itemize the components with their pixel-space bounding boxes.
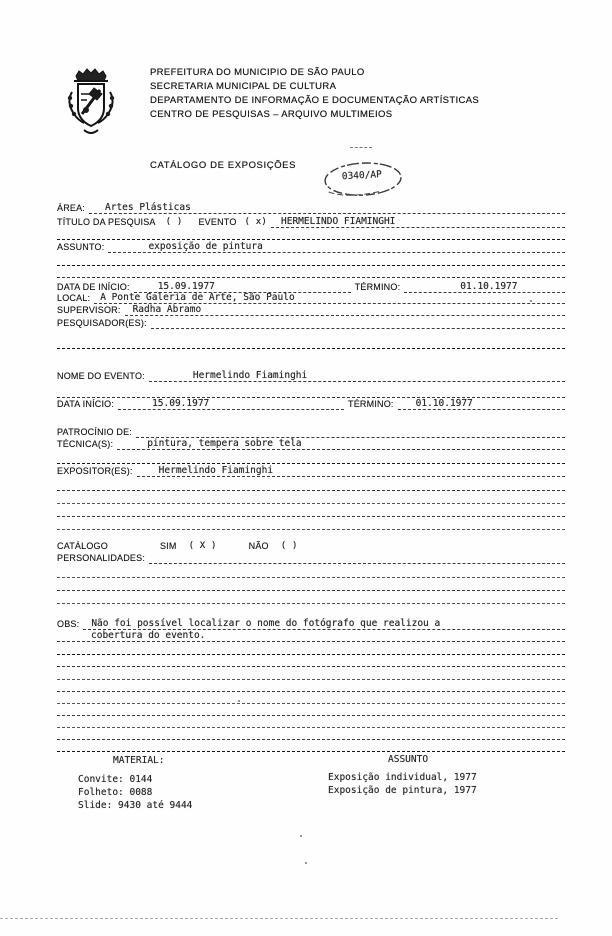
obs-label: OBS: <box>57 619 80 629</box>
nao-checkbox: ( ) <box>280 541 298 551</box>
field-data-inicio-evento <box>57 398 565 410</box>
dashed-rule <box>57 565 565 578</box>
field-pesquisador <box>57 317 565 329</box>
field-area <box>57 202 565 214</box>
titulo-pesquisa-label: TÍTULO DA PESQUISA <box>57 217 156 227</box>
blank-line <box>57 492 565 504</box>
blank-line <box>57 337 565 349</box>
blank-line <box>57 740 565 752</box>
dashed-rule <box>57 654 565 667</box>
dashed-rule <box>57 478 565 491</box>
termino-value: 01.10.1977 <box>460 281 518 292</box>
dashed-rule <box>57 265 565 278</box>
dashed-rule <box>57 578 565 591</box>
dashed-rule <box>57 451 565 464</box>
expositor-label: EXPOSITOR(ES): <box>57 466 133 476</box>
supervisor-label: SUPERVISOR: <box>57 305 121 315</box>
tecnica-value: pintura, tempera sobre tela <box>147 438 302 449</box>
data-inicio-value: 15.09.1977 <box>157 281 215 292</box>
field-tecnica <box>57 438 565 450</box>
scan-speck <box>305 862 307 864</box>
evento-checkbox: ( x) <box>244 217 268 227</box>
blank-line <box>57 505 565 517</box>
blank-line <box>57 566 565 578</box>
blank-line <box>57 228 565 240</box>
field-assunto <box>57 241 565 253</box>
area-value: Artes Plásticas <box>105 202 191 213</box>
local-label: LOCAL: <box>57 293 91 303</box>
data-inicio2-label: DATA INÍCIO: <box>57 399 115 409</box>
supervisor-value: Radha Abramo <box>132 304 202 315</box>
nome-evento-line <box>149 369 565 382</box>
blank-line <box>57 452 565 464</box>
blank-line <box>57 592 565 604</box>
assunto-line <box>108 240 565 253</box>
assunto-label: ASSUNTO: <box>57 242 105 252</box>
assunto-index-heading: ASSUNTO <box>388 754 429 765</box>
dashed-rule <box>57 491 565 504</box>
area-label: ÁREA: <box>57 203 86 213</box>
patrocinio-label: PATROCÍNIO DE: <box>57 427 132 437</box>
org-line: CENTRO DE PESQUISAS – ARQUIVO MULTIMEIOS <box>150 109 393 120</box>
evento-label: EVENTO <box>198 217 237 227</box>
personalidades-line <box>149 551 565 564</box>
data-inicio-label: DATA DE INÍCIO: <box>57 282 130 292</box>
personalidades-label: PERSONALIDADES: <box>57 553 146 563</box>
scan-speck <box>300 835 302 837</box>
blank-line <box>57 655 565 667</box>
nao-label: NÃO <box>248 541 269 551</box>
sim-label: SIM <box>159 541 177 551</box>
org-line: DEPARTAMENTO DE INFORMAÇÃO E DOCUMENTAÇÃO ARTÍSTICAS <box>150 95 480 106</box>
field-personalidades <box>57 552 565 564</box>
org-line: PREFEITURA DO MUNICIPIO DE SÃO PAULO <box>150 67 365 78</box>
pesquisador-line <box>151 316 565 329</box>
data-inicio2-value: 15.09.1977 <box>152 398 210 409</box>
assunto-value: exposição de pintura <box>148 241 263 252</box>
expositor-value: Hermelindo Fiaminghi <box>158 465 274 476</box>
dashed-rule <box>57 227 565 240</box>
catalogo-label: CATÁLOGO <box>57 541 108 551</box>
stamp-code: 0340/AP <box>341 169 383 183</box>
dashed-rule <box>57 517 565 530</box>
termino2-label: TÉRMINO: <box>348 399 394 409</box>
assunto-index-item: Exposição individual, 1977 <box>328 772 477 783</box>
local-value: A Ponte Galeria de Arte, São Paulo <box>100 292 295 303</box>
scan-speck <box>530 300 532 302</box>
field-nome-evento <box>57 370 565 382</box>
titulo-checkbox: ( ) <box>165 217 183 227</box>
material-item: Folheto: 0088 <box>78 787 153 798</box>
titulo-value: HERMELINDO FIAMINGHI <box>281 216 396 227</box>
document-title: CATÁLOGO DE EXPOSIÇÕES <box>150 160 297 171</box>
blank-line <box>57 479 565 491</box>
field-obs-continued <box>57 630 565 642</box>
tecnica-line <box>117 437 565 450</box>
blank-line <box>57 518 565 530</box>
expositor-line <box>137 464 565 477</box>
dashed-rule <box>57 739 565 752</box>
nome-evento-value: Hermelindo Fiaminghi <box>192 370 308 381</box>
blank-line <box>57 266 565 278</box>
obs-line2 <box>57 629 565 642</box>
obs-value-line2: cobertura do evento. <box>91 630 206 641</box>
material-heading: MATERIAL: <box>113 755 165 766</box>
nome-evento-label: NOME DO EVENTO: <box>57 371 145 381</box>
termino2-line <box>398 397 565 410</box>
obs-value-line1: Não foi possível localizar o nome do fotógrafo que realizou a <box>91 618 441 629</box>
dashed-rule <box>57 336 565 349</box>
org-line: SECRETARIA MUNICIPAL DE CULTURA <box>150 81 337 92</box>
dashed-rule <box>57 591 565 604</box>
sim-checkbox: ( X ) <box>188 541 217 551</box>
area-line <box>89 201 565 214</box>
assunto-index-item: Exposição de pintura, 1977 <box>328 785 477 796</box>
field-expositor <box>57 465 565 477</box>
material-item: Convite: 0144 <box>78 774 153 785</box>
pesquisador-label: PESQUISADOR(ES): <box>57 318 147 328</box>
tecnica-label: TÉCNICA(S): <box>57 439 114 449</box>
data-inicio2-line <box>118 397 344 410</box>
field-supervisor <box>57 304 565 316</box>
material-item: Slide: 9430 até 9444 <box>78 800 193 811</box>
blank-line <box>57 579 565 591</box>
scan-artifact-line <box>0 918 558 919</box>
dashed-rule <box>57 504 565 517</box>
scan-speck <box>238 700 240 702</box>
termino2-value: 01.10.1977 <box>415 398 473 409</box>
supervisor-line <box>125 303 565 316</box>
termino-label: TÉRMINO: <box>354 282 401 292</box>
